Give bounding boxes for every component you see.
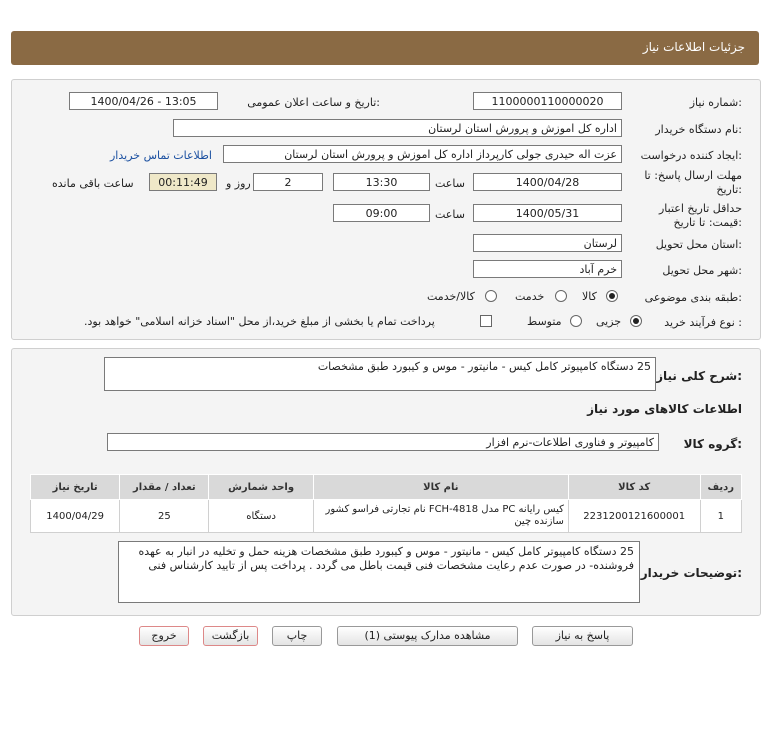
summary-field: 25 دستگاه کامپیوتر کامل کیس - مانیتور - موس و کیبورد طبق مشخصات [104, 357, 656, 391]
goods-table [30, 474, 742, 533]
city-field: خرم آباد [473, 260, 622, 278]
goods-section-title: اطلاعات کالاهای مورد نیاز [587, 402, 742, 416]
view-docs-button[interactable]: مشاهده مدارک پیوستی (1) [337, 626, 518, 646]
validity-date-field: 1400/05/31 [473, 204, 622, 222]
exit-button[interactable]: خروج [139, 626, 189, 646]
process-radio-medium[interactable] [570, 315, 582, 327]
buyer-org-field: اداره کل اموزش و پرورش استان لرستان [173, 119, 622, 137]
table-header-row [31, 475, 742, 500]
col-name: نام کالا [313, 475, 568, 500]
need-number-field: 1100000110000020 [473, 92, 622, 110]
page-title: جزئیات اطلاعات نیاز [642, 40, 745, 54]
cell-unit: دستگاه [209, 500, 313, 533]
deadline-label-2: تاریخ: [716, 183, 742, 196]
city-label: شهر محل تحویل: [662, 264, 742, 277]
validity-label: حداقل تاریخ اعتبار [658, 202, 742, 215]
buyer-notes-field: 25 دستگاه کامپیوتر کامل کیس - مانیتور - موس و کیبورد طبق مشخصات هزینه حمل و تخلیه در انبار به عهده فروشنده- در صورت عدم رعایت مشخصات فنی قیمت باطل می گردد . پرداخت پس از تایید کارشناس فنی [118, 541, 640, 603]
category-option-goods: کالا [582, 290, 597, 303]
deadline-time-label: ساعت [435, 177, 465, 190]
cell-quantity: 25 [120, 500, 209, 533]
validity-time-field: 09:00 [333, 204, 430, 222]
category-option-both: کالا/خدمت [427, 290, 475, 303]
payment-note: پرداخت تمام یا بخشی از مبلغ خرید،از محل "اسناد خزانه اسلامی" خواهد بود. [84, 315, 435, 328]
col-row: ردیف [700, 475, 741, 500]
cell-need-date: 1400/04/29 [31, 500, 120, 533]
col-need-date: تاریخ نیاز [31, 475, 120, 500]
back-button[interactable]: بازگشت [203, 626, 258, 646]
category-radio-service[interactable] [555, 290, 567, 302]
print-button[interactable]: چاپ [272, 626, 322, 646]
goods-group-label: گروه کالا: [683, 437, 742, 451]
cell-row: 1 [700, 500, 741, 533]
deadline-label: مهلت ارسال پاسخ: تا [644, 169, 742, 182]
process-radio-minor[interactable] [630, 315, 642, 327]
province-label: استان محل تحویل: [655, 238, 742, 251]
cell-name: کیس رایانه PC مدل FCH-4818 نام تجارتی فراسو کشور سازنده چین [313, 500, 568, 533]
payment-checkbox[interactable] [480, 315, 492, 327]
deadline-date-field: 1400/04/28 [473, 173, 622, 191]
cell-code: 2231200121600001 [568, 500, 700, 533]
province-field: لرستان [473, 234, 622, 252]
need-number-label: شماره نیاز: [689, 96, 742, 109]
contact-buyer-link[interactable]: اطلاعات تماس خریدار [110, 149, 212, 162]
days-field: 2 [253, 173, 323, 191]
respond-button[interactable]: پاسخ به نیاز [532, 626, 633, 646]
remaining-time-label: ساعت باقی مانده [52, 177, 134, 190]
deadline-time-field: 13:30 [333, 173, 430, 191]
table-row [31, 500, 742, 533]
days-label: روز و [226, 177, 251, 190]
category-option-service: خدمت [515, 290, 545, 303]
validity-time-label: ساعت [435, 208, 465, 221]
col-code: کد کالا [568, 475, 700, 500]
creator-field: عزت اله حیدری جولی کارپرداز اداره کل اموزش و پرورش استان لرستان [223, 145, 622, 163]
summary-label: شرح کلی نیاز: [656, 369, 742, 383]
announce-date-field: 1400/04/26 - 13:05 [69, 92, 218, 110]
buyer-org-label: نام دستگاه خریدار: [655, 123, 742, 136]
remaining-time-field: 00:11:49 [149, 173, 217, 191]
goods-group-field: کامپیوتر و فناوری اطلاعات-نرم افزار [107, 433, 659, 451]
process-label: نوع فرآیند خرید : [664, 316, 742, 329]
category-radio-goods[interactable] [606, 290, 618, 302]
creator-label: ایجاد کننده درخواست: [640, 149, 742, 162]
announce-date-label: تاریخ و ساعت اعلان عمومی: [247, 96, 380, 109]
buyer-notes-label: توضیحات خریدار: [640, 566, 742, 580]
category-radio-both[interactable] [485, 290, 497, 302]
category-label: طبقه بندی موضوعی: [644, 291, 742, 304]
process-option-medium: متوسط [527, 315, 562, 328]
col-unit: واحد شمارش [209, 475, 313, 500]
validity-label-2: قیمت: تا تاریخ: [673, 216, 742, 229]
page-header [11, 31, 759, 65]
col-quantity: تعداد / مقدار [120, 475, 209, 500]
process-option-minor: جزیی [596, 315, 622, 328]
